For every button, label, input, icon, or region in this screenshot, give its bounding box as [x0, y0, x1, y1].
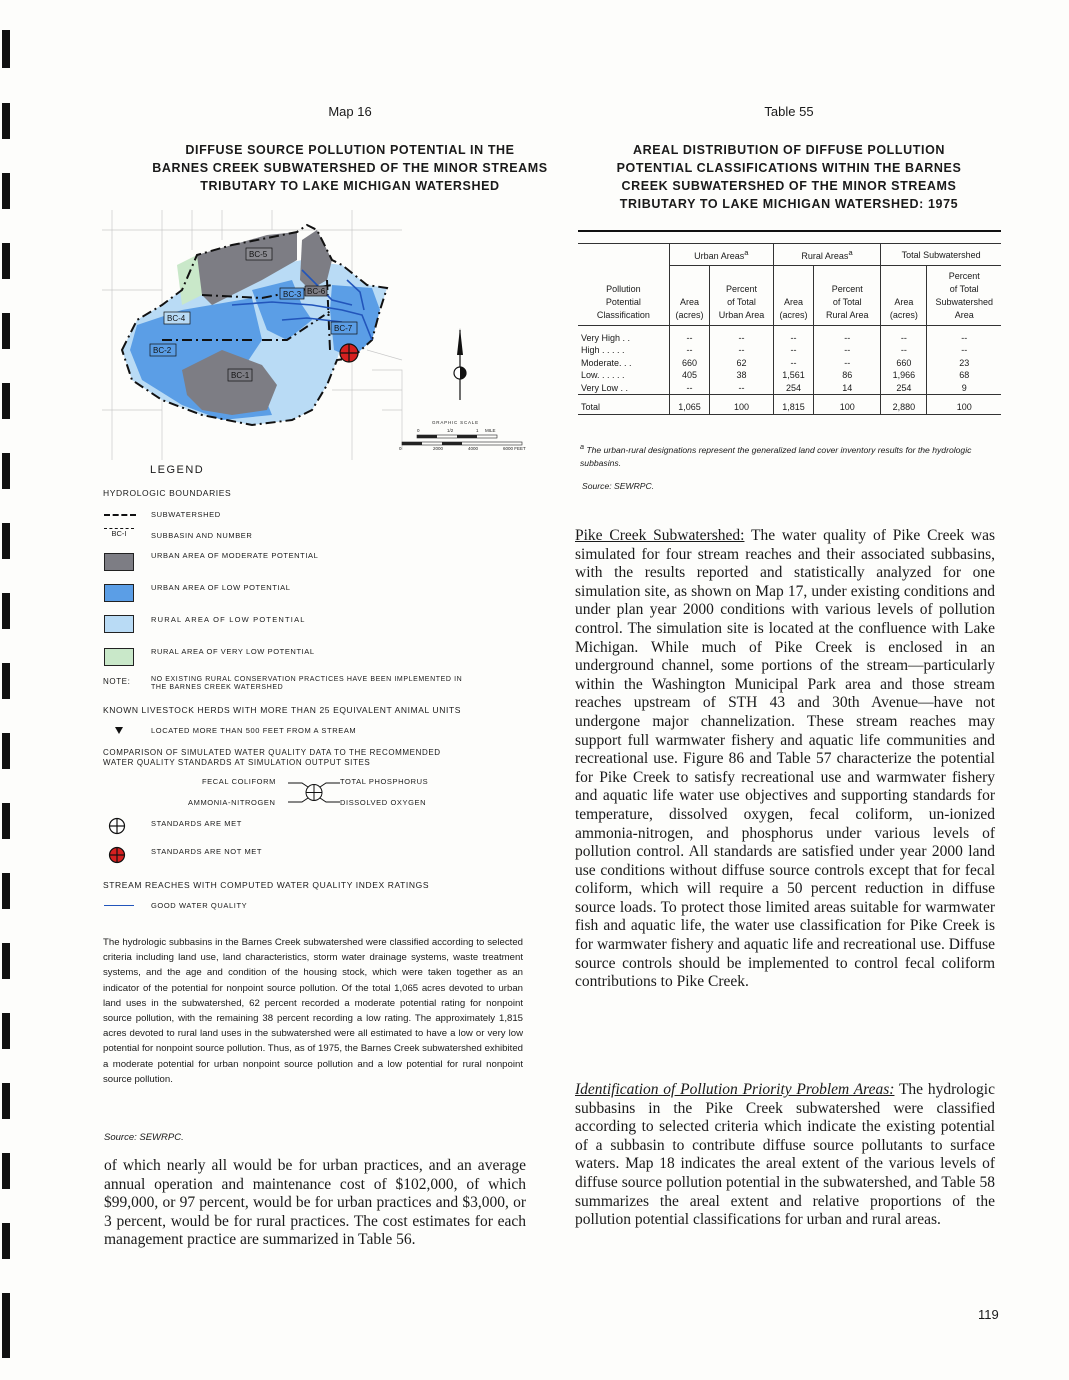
table-cell: 254: [881, 382, 927, 395]
table-cell: 68: [927, 369, 1001, 382]
livestock-triangle-icon: [115, 727, 123, 734]
group-urban: Urban Areas: [694, 251, 745, 261]
table-row: [578, 382, 1001, 395]
subbasin-label: BC-4: [167, 314, 186, 323]
header-line: Area: [894, 297, 914, 307]
table-cell: --: [773, 357, 813, 370]
map-note: The hydrologic subbasins in the Barnes Creek subwatershed were classified according to selected criteria including land use, land characteristics, storm water drainage systems, waste treatment systems, and the age and condition of the housing stock, which were taken together as an indicator of the potential for nonpoint source pollution. Of the total 1,065 acres devoted to urban land uses in the subwatershed, 62 percent recorded a moderate potential rating for nonpoint source pollution, with the remaining 38 percent recording a low rating. The approximately 1,815 acres devoted to rural land uses in the subwatershed were all estimated to have a low or very low potential for nonpoint source pollution. Thus, as of 1975, the Barnes Creek subwatershed exhibited a moderate potential for urban nonpoint source pollution and a low potential for rural nonpoint source pollution.: [103, 937, 523, 1085]
header-line: Potential: [605, 297, 641, 307]
header-line: Urban Area: [718, 310, 765, 320]
legend-heading: HYDROLOGIC BOUNDARIES: [103, 488, 232, 498]
subbasin-label: BC-6: [307, 287, 326, 296]
map-source: Source: SEWRPC.: [104, 1132, 184, 1143]
legend-heading: STREAM REACHES WITH COMPUTED WATER QUALITY INDEX RATINGS: [103, 880, 430, 890]
table-cell: High . . . . .: [581, 345, 625, 356]
scale-tick: 0: [417, 428, 420, 433]
legend-subbasin: SUBBASIN AND NUMBER: [151, 531, 253, 540]
table-row: [578, 357, 1001, 370]
header-line: of Total: [727, 297, 756, 307]
barnes-creek-map: [102, 210, 542, 460]
legend-note-line: THE BARNES CREEK WATERSHED: [151, 684, 284, 691]
table-row: [578, 369, 1001, 382]
table-cell: 9: [927, 382, 1001, 395]
table-cell: --: [814, 344, 881, 357]
table-row: [578, 344, 1001, 357]
map-title-line: DIFFUSE SOURCE POLLUTION POTENTIAL IN THE: [185, 143, 515, 157]
table-cell: 100: [710, 400, 774, 414]
legend-fecal: FECAL COLIFORM: [202, 777, 276, 786]
header-line: of Total: [832, 297, 862, 307]
table-cell: 1,561: [773, 369, 813, 382]
quadrant-key-icon: [288, 778, 340, 806]
legend-good: GOOD WATER QUALITY: [151, 901, 248, 910]
table-cell: --: [710, 344, 774, 357]
header-cell: [773, 266, 813, 326]
table-cell: 405: [669, 369, 709, 382]
header-line: Percent: [725, 284, 758, 294]
table-footnote: [580, 441, 1000, 470]
header-cell: [669, 244, 773, 266]
legend-met: STANDARDS ARE MET: [151, 819, 242, 828]
scale-tick: 1/2: [447, 428, 454, 433]
map-title-line: BARNES CREEK SUBWATERSHED OF THE MINOR STREAMS: [152, 161, 548, 175]
table-cell: 1,815: [773, 400, 813, 414]
legend-heading: COMPARISON OF SIMULATED WATER QUALITY DATA TO THE RECOMMENDED: [103, 748, 441, 757]
table-cell: --: [814, 332, 881, 345]
header-cell: [773, 244, 880, 266]
right-paragraph-1: [575, 527, 995, 992]
urban-moderate-swatch: [104, 553, 134, 571]
table-cell: 660: [669, 357, 709, 370]
table-cell: 1,065: [669, 400, 709, 414]
standards-not-met-icon: [108, 846, 126, 864]
table-label: Table 55: [764, 104, 814, 119]
table-cell: 23: [927, 357, 1001, 370]
footnote-mark: a: [744, 248, 749, 257]
table-cell: Low. . . . . .: [581, 370, 625, 381]
header-line: Area: [954, 310, 974, 320]
subbasin-label: BC-1: [231, 371, 250, 380]
legend-urban-moderate: URBAN AREA OF MODERATE POTENTIAL: [151, 551, 319, 560]
header-line: Classification: [596, 310, 650, 320]
paragraph-text: The hydrologic subbasins in the Pike Creek subwatershed were classified according to selected criteria which indicate the existing potential of a subbasin to contribute diffuse source pollutants to surface waters. Map 18 indicates the areal extent of the various levels of diffuse source pollution potential in the subwatershed, and Table 58 summarizes the areal extent and relative proportions of the pollution potential classifications for urban and rural areas.: [575, 1081, 995, 1229]
table-cell: 1,966: [881, 369, 927, 382]
header-line: Percent: [831, 284, 863, 294]
table-total-row: [578, 400, 1001, 414]
subwatershed-line-icon: [104, 514, 136, 516]
table-cell: Very Low . .: [581, 382, 629, 393]
scale-tick: 1: [476, 428, 479, 433]
table-rule-top: [578, 230, 1001, 232]
urban-low-swatch: [104, 584, 134, 602]
table-cell: 100: [814, 400, 881, 414]
table-cell: --: [710, 332, 774, 345]
map-title: [100, 141, 600, 195]
scale-tick: 0: [399, 446, 402, 451]
header-line: Subwatershed: [935, 297, 993, 307]
scale-title: GRAPHIC SCALE: [432, 420, 479, 425]
legend-urban-low: URBAN AREA OF LOW POTENTIAL: [151, 583, 291, 592]
header-line: (acres): [675, 310, 704, 320]
table-title-line: TRIBUTARY TO LAKE MICHIGAN WATERSHED: 1975: [619, 197, 959, 211]
table-cell: --: [881, 332, 927, 345]
page-number: 119: [978, 1307, 999, 1322]
table-cell: 38: [710, 369, 774, 382]
left-body-text: of which nearly all would be for urban practices, and an average annual operation and maintenance cost of $102,000, of which $99,000, or 97 percent, would be for urban practices and $3,000, or 3 percent, would be for rural practices. The cost estimates for each management practice are summarized in Table 56.: [104, 1157, 526, 1249]
subbasin-label: BC-7: [334, 324, 353, 333]
graphic-scale: [399, 420, 526, 451]
header-cell: [669, 266, 709, 326]
legend-phosphorus: TOTAL PHOSPHORUS: [340, 777, 429, 786]
table-cell: Total: [581, 401, 601, 412]
header-line: Area: [680, 297, 700, 307]
table-cell: 14: [814, 382, 881, 395]
table-cell: --: [669, 344, 709, 357]
header-line: (acres): [889, 310, 918, 320]
table-cell: 254: [773, 382, 813, 395]
legend-ammonia: AMMONIA-NITROGEN: [188, 798, 276, 807]
footnote-mark: a: [848, 248, 853, 257]
scale-tick: 6000 FEET: [503, 446, 526, 451]
header-cell: [814, 266, 881, 326]
legend-not-met: STANDARDS ARE NOT MET: [151, 847, 263, 856]
rural-low-swatch: [104, 615, 134, 633]
header-line: Rural Area: [825, 310, 869, 320]
right-paragraph-2: [575, 1081, 995, 1230]
header-cell: [578, 266, 669, 326]
data-table: [578, 243, 1001, 415]
table-title-line: AREAL DISTRIBUTION OF DIFFUSE POLLUTION: [632, 143, 946, 157]
table-cell: --: [773, 332, 813, 345]
legend-subwatershed: SUBWATERSHED: [151, 510, 221, 519]
legend-heading: WATER QUALITY STANDARDS AT SIMULATION OUTPUT SITES: [103, 758, 371, 767]
paragraph-heading: Pike Creek Subwatershed:: [575, 527, 745, 544]
standards-met-icon: [108, 817, 126, 835]
table-cell: --: [710, 382, 774, 395]
table-cell: --: [773, 344, 813, 357]
table-cell: --: [669, 332, 709, 345]
legend-livestock-item: LOCATED MORE THAN 500 FEET FROM A STREAM: [151, 726, 357, 735]
paragraph-heading: Identification of Pollution Priority Problem Areas:: [575, 1081, 895, 1098]
subbasin-label: BC-3: [283, 290, 302, 299]
header-line: Pollution: [606, 284, 641, 294]
scale-tick: 2000: [433, 446, 444, 451]
table-cell: --: [669, 382, 709, 395]
scale-tick: 4000: [468, 446, 479, 451]
header-cell: [710, 266, 774, 326]
table-cell: 62: [710, 357, 774, 370]
good-stream-line-icon: [104, 905, 134, 906]
table-cell: --: [881, 344, 927, 357]
table-row: [578, 332, 1001, 345]
table-cell: 660: [881, 357, 927, 370]
header-cell: [927, 266, 1001, 326]
legend-rural-low: RURAL AREA OF LOW POTENTIAL: [151, 615, 306, 624]
legend-title: LEGEND: [150, 464, 205, 476]
table-cell: Very High . .: [581, 332, 631, 343]
table-cell: 100: [927, 400, 1001, 414]
legend-heading: KNOWN LIVESTOCK HERDS WITH MORE THAN 25 EQUIVALENT ANIMAL UNITS: [103, 705, 462, 715]
header-cell: [578, 244, 669, 266]
header-line: Percent: [948, 271, 980, 281]
legend-rural-very-low: RURAL AREA OF VERY LOW POTENTIAL: [151, 647, 315, 656]
subbasin-label: BC-2: [153, 346, 172, 355]
footnote-mark: a: [580, 443, 584, 451]
rural-very-low-swatch: [104, 648, 134, 666]
header-cell: [881, 266, 927, 326]
table-title: [578, 141, 1000, 213]
legend-oxygen: DISSOLVED OXYGEN: [340, 798, 427, 807]
subbasin-label: BC-5: [249, 250, 268, 259]
table-cell: 2,880: [881, 400, 927, 414]
scale-mile: MILE: [485, 428, 496, 433]
map-title-line: TRIBUTARY TO LAKE MICHIGAN WATERSHED: [200, 179, 500, 193]
header-line: of Total: [949, 284, 979, 294]
north-arrow-icon: [454, 328, 466, 400]
table-title-line: POTENTIAL CLASSIFICATIONS WITHIN THE BARNES: [616, 161, 962, 175]
map-label: Map 16: [328, 104, 372, 119]
group-rural: Rural Areas: [801, 251, 849, 261]
table-cell: --: [927, 332, 1001, 345]
legend-note-line: NO EXISTING RURAL CONSERVATION PRACTICES HAVE BEEN IMPLEMENTED IN: [151, 676, 463, 683]
footnote-text: The urban-rural designations represent the generalized land cover inventory results for the hydrologic subbasins.: [580, 444, 972, 468]
standards-not-met-icon: [340, 344, 358, 362]
subbasin-symbol: BC-I: [104, 528, 134, 538]
table-cell: Moderate. . .: [581, 357, 632, 368]
table-cell: --: [927, 344, 1001, 357]
header-line: Area: [784, 297, 804, 307]
table-title-line: CREEK SUBWATERSHED OF THE MINOR STREAMS: [621, 179, 957, 193]
table-cell: 86: [814, 369, 881, 382]
legend-note-label: NOTE:: [103, 677, 131, 686]
table-cell: --: [814, 357, 881, 370]
paragraph-text: The water quality of Pike Creek was simulated for four stream reaches and their associated subbasins, with the results reported and statistically analyzed for one simulation site, as shown on Map 17, under existing conditions and under plan year 2000 conditions with various levels of pollution control. The simulation site is located at the confluence with Lake Michigan. While much of Pike Creek is enclosed in an underground channel, some portions of the stream—particularly within the Washington Municipal Park area and those stream reaches upstream of STH 43 and 30th Avenue—have not undergone major channelization. These stream reaches may support full warmwater fishery and aquatic life communities and recreational use. Figure 86 and Table 57 characterize the potential for Pike Creek to satisfy recreational use and warmwater fishery and aquatic life water use objectives and supporting standards for temperature, dissolved oxygen, fecal coliform, un-ionized ammonia-nitrogen, and phosphorus under various levels of pollution control. All standards are satisfied under year 2000 land use conditions without diffuse source controls except that for fecal coliform, which will require a 50 percent reduction in diffuse source loads. To protect those limited areas suitable for warmwater fish and aquatic life, the water use classification for Pike Creek is for warmwater fishery and aquatic life and recreational use. Diffuse source controls should be implemented to control fecal coliform contributions to Pike Creek.: [575, 527, 995, 991]
header-line: (acres): [779, 310, 808, 320]
group-total: Total Subwatershed: [881, 244, 1001, 266]
table-source: Source: SEWRPC.: [582, 481, 655, 491]
